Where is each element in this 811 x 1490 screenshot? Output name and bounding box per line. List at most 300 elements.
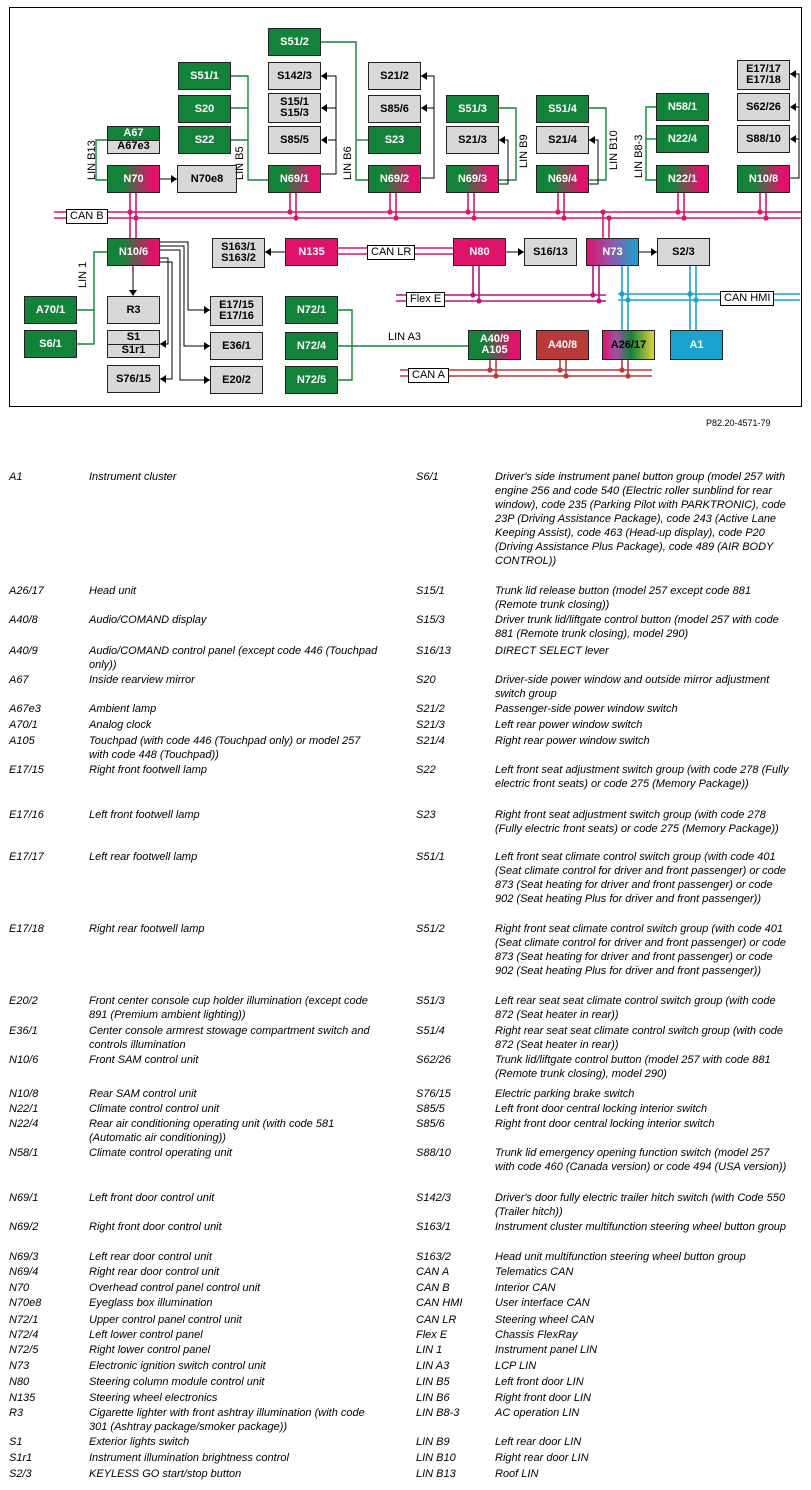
module-label: N58/1 (667, 100, 698, 113)
bus-node (600, 209, 605, 214)
legend-code: LIN B5 (416, 1376, 450, 1388)
bus-node (675, 209, 680, 214)
legend-code: S22 (416, 764, 436, 776)
bus-label-lin-b10: LIN B10 (608, 130, 620, 170)
legend-code: LIN B13 (416, 1468, 456, 1480)
legend-code: Flex E (416, 1329, 448, 1341)
bus-node (287, 209, 292, 214)
legend-code: N72/4 (9, 1329, 39, 1341)
module-label: N69/2 (379, 172, 410, 185)
legend-description: Steering wheel CAN (495, 1314, 595, 1326)
legend-description: User interface CAN (495, 1297, 590, 1309)
legend-description: Ambient lamp (89, 703, 157, 715)
module-label: S51/1 (190, 69, 219, 82)
arrow-head (321, 136, 327, 144)
legend-code: E17/16 (9, 809, 44, 821)
legend-description: Inside rearview mirror (89, 674, 195, 686)
legend-code: N22/4 (9, 1118, 39, 1130)
legend-description: Instrument cluster multifunction steering wheel button group (495, 1221, 787, 1233)
legend-code: S16/13 (416, 645, 451, 657)
arrow-head (499, 136, 505, 144)
module-s15-1 (268, 93, 321, 123)
module-n73 (586, 238, 639, 266)
legend-description: Left front door control unit (89, 1192, 215, 1204)
module-label: N70 (123, 172, 144, 185)
module-n70 (107, 165, 160, 193)
module-s163-1 (212, 238, 265, 268)
module-label: A40/8 (547, 338, 578, 351)
module-label: N72/1 (296, 303, 327, 316)
module-a40-9 (468, 330, 521, 360)
arrow-head (790, 135, 796, 143)
legend-description: Analog clock (89, 719, 152, 731)
legend-description: Roof LIN (495, 1468, 539, 1480)
module-label: S51/2 (280, 35, 309, 48)
module-label: R3 (126, 303, 141, 316)
legend-description: Instrument cluster (89, 471, 177, 483)
legend-description: Climate control control unit (89, 1103, 220, 1115)
legend-code: E36/1 (9, 1025, 38, 1037)
module-label: E17/18 (746, 74, 781, 86)
module-s16-13 (524, 238, 577, 266)
legend-code: LIN A3 (416, 1360, 450, 1372)
module-label: A40/9 (479, 333, 510, 345)
module-s85-5 (268, 126, 321, 154)
legend-code: CAN B (416, 1282, 450, 1294)
wire (421, 76, 434, 178)
module-e36-1 (210, 332, 263, 360)
module-label: S21/3 (458, 133, 487, 146)
module-label: N70e8 (190, 172, 224, 185)
legend-description: Left lower control panel (89, 1329, 203, 1341)
legend-code: S88/10 (416, 1147, 451, 1159)
legend-description: Right front door control unit (89, 1221, 222, 1233)
legend-description: Trunk lid/liftgate control button (model 257 with code 881 (Remote trunk closing), model 290) (495, 1054, 771, 1080)
legend-description: Driver's side instrument panel button group (model 257 with engine 256 and code 540 (Electric roller sunblind for rear window), code 235 (Parking Pilot with PARKTRONIC), code 23P (Driving Assistance Package), code 243 (Active Lane Keeping Assist), code 463 (Head-up display), code P20 (Driving Assistance Plus Package), code 489 (AIR BODY CONTROL)) (495, 471, 786, 567)
module-label: A1 (689, 338, 704, 351)
legend-description: Left front door central locking interior switch (495, 1103, 708, 1115)
module-label: A67 (108, 127, 159, 140)
module-n69-3 (446, 165, 499, 193)
legend-code: S23 (416, 809, 436, 821)
bus-node (687, 291, 692, 296)
legend-description: Right front door central locking interior switch (495, 1118, 715, 1130)
legend-code: LIN 1 (416, 1344, 443, 1356)
legend-code: N69/2 (9, 1221, 39, 1233)
legend-code: N69/4 (9, 1266, 39, 1278)
bus-node (619, 291, 624, 296)
module-label: E36/1 (222, 339, 251, 352)
bus-node (757, 209, 762, 214)
legend-code: A67 (9, 674, 29, 686)
legend-description: Touchpad (with code 446 (Touchpad only) or model 257 with code 448 (Touchpad)) (89, 735, 361, 761)
bus-node (133, 215, 138, 220)
legend-code: A70/1 (9, 719, 38, 731)
module-n72-1 (285, 296, 338, 324)
module-n69-4 (536, 165, 589, 193)
legend-description: Left front seat adjustment switch group (with code 278 (Fully electric front seats) or code 275 (Memory Package)) (495, 764, 789, 790)
module-a70-1 (24, 296, 77, 324)
legend-description: Left rear seat seat climate control switch group (with code 872 (Seat heater in rear)) (495, 995, 776, 1021)
bus-node (293, 215, 298, 220)
module-label: N135 (298, 245, 325, 258)
arrow-head (321, 104, 327, 112)
legend-code: S15/1 (416, 585, 445, 597)
legend-description: Chassis FlexRay (495, 1329, 578, 1341)
bus-tag-can-lr: CAN LR (367, 245, 415, 260)
legend-code: N72/1 (9, 1314, 39, 1326)
arrow-head (160, 340, 166, 348)
legend-description: Electric parking brake switch (495, 1088, 635, 1100)
legend-code: A40/8 (9, 614, 38, 626)
legend-description: Right rear door control unit (89, 1266, 220, 1278)
bus-node (693, 297, 698, 302)
module-n10-8 (737, 165, 790, 193)
wire (160, 258, 168, 344)
module-s21-2 (368, 62, 421, 90)
legend-code: S163/1 (416, 1221, 451, 1233)
wire (589, 140, 598, 184)
module-n135 (285, 238, 338, 266)
module-label: E17/16 (219, 310, 254, 322)
module-label: N22/1 (667, 172, 698, 185)
module-label: S16/13 (533, 245, 568, 258)
arrow-head (421, 72, 427, 80)
legend-description: Instrument panel LIN (495, 1344, 598, 1356)
legend-description: KEYLESS GO start/stop button (89, 1468, 242, 1480)
legend-code: N73 (9, 1360, 30, 1372)
legend-code: S142/3 (416, 1192, 451, 1204)
module-n58-1 (656, 93, 709, 121)
legend-code: N58/1 (9, 1147, 39, 1159)
arrow-head (160, 375, 166, 383)
module-n70e8 (177, 165, 237, 193)
bus-node (606, 215, 611, 220)
bus-node (596, 298, 601, 303)
module-n72-4 (285, 332, 338, 360)
module-s51-2 (268, 28, 321, 56)
bus-node (557, 367, 562, 372)
module-s2-3 (657, 238, 710, 266)
module-s88-10 (737, 125, 790, 153)
legend-code: R3 (9, 1407, 24, 1419)
bus-node (625, 297, 630, 302)
module-label: S51/4 (548, 102, 577, 115)
arrow-head (321, 72, 327, 80)
legend-description: Front center console cup holder illumination (except code 891 (Premium ambient lighting)) (89, 995, 368, 1021)
legend-description: Steering column module control unit (89, 1376, 265, 1388)
module-label: S20 (194, 102, 215, 115)
module-s21-4 (536, 126, 589, 154)
figure-reference: P82.20-4571-79 (706, 418, 771, 428)
bus-node (393, 215, 398, 220)
legend-description: AC operation LIN (495, 1407, 580, 1419)
bus-label-lin-a3: LIN A3 (388, 331, 422, 343)
legend-code: N72/5 (9, 1344, 39, 1356)
module-e20-2 (210, 366, 263, 394)
legend-code: LIN B8-3 (416, 1407, 460, 1419)
legend-description: Left front footwell lamp (89, 809, 200, 821)
legend-description: Right front door LIN (495, 1392, 591, 1404)
module-n22-1 (656, 165, 709, 193)
arrow-head (265, 248, 271, 256)
module-label: S62/26 (746, 100, 781, 113)
module-label: N72/5 (296, 373, 327, 386)
module-label: S142/3 (277, 69, 312, 82)
legend-description: Center console armrest stowage compartment switch and controls illumination (89, 1025, 370, 1051)
legend-description: Left rear power window switch (495, 719, 643, 731)
arrow-head (589, 136, 595, 144)
bus-tag-can-b: CAN B (66, 209, 108, 224)
legend-code: A26/17 (9, 585, 44, 597)
module-n10-6 (107, 238, 160, 266)
legend-description: Cigarette lighter with front ashtray illumination (with code 301 (Ashtray package/smoker package)) (89, 1407, 365, 1433)
legend-description: Steering wheel electronics (89, 1392, 218, 1404)
module-label: E17/15 (219, 299, 254, 311)
legend-code: S1r1 (9, 1452, 33, 1464)
module-r3 (107, 296, 160, 324)
legend-code: N80 (9, 1376, 30, 1388)
module-label: S15/1 (280, 96, 309, 108)
module-a40-8 (536, 330, 589, 360)
module-s51-1 (178, 62, 231, 90)
legend-code: A67e3 (9, 703, 41, 715)
legend-description: Right rear power window switch (495, 735, 650, 747)
module-label: S23 (384, 133, 405, 146)
bus-label-lin-1: LIN 1 (77, 261, 89, 288)
legend-code: N69/3 (9, 1251, 39, 1263)
wire (160, 262, 172, 379)
legend-description: Interior CAN (495, 1282, 556, 1294)
module-label: S2/3 (672, 245, 695, 258)
arrow-head (790, 70, 796, 78)
legend-code: S51/2 (416, 923, 445, 935)
module-label: E20/2 (222, 373, 251, 386)
legend-code: S2/3 (9, 1468, 32, 1480)
module-s51-3 (446, 95, 499, 123)
module-s22 (178, 126, 231, 154)
module-s142-3 (268, 62, 321, 90)
module-label: A105 (481, 344, 508, 356)
wire (499, 140, 508, 184)
legend-description: DIRECT SELECT lever (495, 645, 609, 657)
module-label: S21/4 (548, 133, 577, 146)
legend-description: Climate control operating unit (89, 1147, 233, 1159)
legend-description: Right rear seat seat climate control switch group (with code 872 (Seat heater in rear)) (495, 1025, 783, 1051)
bus-node (487, 367, 492, 372)
module-n80 (453, 238, 506, 266)
module-s20 (178, 95, 231, 123)
module-s1 (107, 330, 160, 358)
bus-node (465, 209, 470, 214)
module-s85-6 (368, 95, 421, 123)
legend-description: Right lower control panel (89, 1344, 211, 1356)
legend-code: CAN A (416, 1266, 450, 1278)
legend-description: Audio/COMAND display (89, 614, 207, 626)
legend-code: S76/15 (416, 1088, 451, 1100)
legend-description: Front SAM control unit (89, 1054, 199, 1066)
legend-description: Telematics CAN (495, 1266, 574, 1278)
module-label: N73 (602, 245, 623, 258)
legend-code: S163/2 (416, 1251, 451, 1263)
module-label: S1 (108, 331, 159, 344)
legend-code: S51/4 (416, 1025, 445, 1037)
module-label: S88/10 (746, 132, 781, 145)
module-label: S163/2 (221, 252, 256, 264)
legend-code: E17/18 (9, 923, 44, 935)
legend-code: N22/1 (9, 1103, 39, 1115)
module-label: A67e3 (108, 140, 159, 154)
legend-description: LCP LIN (495, 1360, 537, 1372)
arrow-head (421, 104, 427, 112)
lin-a3 (338, 310, 352, 380)
wire (321, 76, 336, 174)
bus-node (470, 292, 475, 297)
bus-node (563, 373, 568, 378)
module-s23 (368, 126, 421, 154)
legend-code: A40/9 (9, 645, 38, 657)
module-label: N80 (469, 245, 490, 258)
legend-description: Right rear door LIN (495, 1452, 589, 1464)
legend-code: S20 (416, 674, 436, 686)
module-s51-4 (536, 95, 589, 123)
legend-code: N70e8 (9, 1297, 42, 1309)
legend-code: LIN B9 (416, 1436, 450, 1448)
module-label: S85/6 (380, 102, 409, 115)
legend-code: S51/3 (416, 995, 445, 1007)
legend-code: S21/4 (416, 735, 445, 747)
legend-description: Driver trunk lid/liftgate control button (model 257 with code 881 (Remote trunk closing), model 290) (495, 614, 779, 640)
legend-code: E20/2 (9, 995, 38, 1007)
module-label: N72/4 (296, 339, 327, 352)
bus-node (619, 367, 624, 372)
bus-node (387, 209, 392, 214)
legend-code: A1 (9, 471, 23, 483)
module-label: S51/3 (458, 102, 487, 115)
bus-node (476, 298, 481, 303)
legend-description: Left front door LIN (495, 1376, 584, 1388)
module-label: S6/1 (39, 337, 62, 350)
bus-label-lin-b5: LIN B5 (234, 146, 246, 180)
module-label: N69/3 (457, 172, 488, 185)
legend-code: N10/8 (9, 1088, 39, 1100)
legend-description: Rear air conditioning operating unit (with code 581 (Automatic air conditioning)) (89, 1118, 335, 1144)
network-diagram (9, 7, 802, 407)
bus-tag-can-hmi: CAN HMI (720, 291, 774, 306)
legend-description: Eyeglass box illumination (89, 1297, 213, 1309)
module-a1 (670, 330, 723, 360)
legend-code: N10/6 (9, 1054, 39, 1066)
module-label: S22 (194, 133, 215, 146)
legend-description: Upper control panel control unit (89, 1314, 242, 1326)
module-label: S76/15 (116, 372, 151, 385)
module-label: N22/4 (667, 132, 698, 145)
legend-code: S85/6 (416, 1118, 445, 1130)
legend-description: Overhead control panel control unit (89, 1282, 261, 1294)
bus-node (127, 209, 132, 214)
legend-description: Left rear door LIN (495, 1436, 582, 1448)
module-label: S85/5 (280, 133, 309, 146)
legend-description: Exterior lights switch (89, 1436, 190, 1448)
legend-code: S15/3 (416, 614, 445, 626)
legend-description: Trunk lid release button (model 257 except code 881 (Remote trunk closing)) (495, 585, 752, 611)
arrow-head (790, 103, 796, 111)
legend-description: Left rear footwell lamp (89, 851, 198, 863)
module-label: S15/3 (280, 107, 309, 119)
legend-description: Right rear footwell lamp (89, 923, 205, 935)
legend-code: CAN HMI (416, 1297, 463, 1309)
legend-code: N135 (9, 1392, 36, 1404)
module-n69-1 (268, 165, 321, 193)
legend-code: CAN LR (416, 1314, 457, 1326)
legend-description: Audio/COMAND control panel (except code 446 (Touchpad only)) (89, 645, 378, 671)
bus-label-lin-b13: LIN B13 (86, 140, 98, 180)
legend-code: S21/2 (416, 703, 445, 715)
module-a67 (107, 126, 160, 154)
legend-code: E17/17 (9, 851, 44, 863)
legend-code: S6/1 (416, 471, 439, 483)
module-label: S1r1 (108, 344, 159, 358)
legend-description: Left front seat climate control switch group (with code 401 (Seat climate control for driver and front passenger) or code 873 (Seat heating for driver and front passenger) or code 902 (Seat heating Plus for driver and front passenger)) (495, 851, 787, 905)
module-s62-26 (737, 93, 790, 121)
legend-description: Right front seat adjustment switch group (with code 278 (Fully electric front seats) or code 275 (Memory Package)) (495, 809, 779, 835)
legend-code: N69/1 (9, 1192, 39, 1204)
legend-code: S21/3 (416, 719, 445, 731)
module-e17-15 (210, 296, 263, 326)
legend-description: Left rear door control unit (89, 1251, 212, 1263)
bus-label-lin-b9: LIN B9 (518, 134, 530, 168)
legend-description: Instrument illumination brightness control (89, 1452, 289, 1464)
module-s21-3 (446, 126, 499, 154)
legend-description: Rear SAM control unit (89, 1088, 197, 1100)
legend-code: E17/15 (9, 764, 44, 776)
legend-description: Driver-side power window and outside mirror adjustment switch group (495, 674, 770, 700)
module-label: N10/6 (118, 245, 149, 258)
bus-tag-flex-e: Flex E (406, 292, 445, 307)
wire (790, 74, 799, 178)
legend-code: A105 (9, 735, 35, 747)
module-label: E17/17 (746, 63, 781, 75)
bus-node (471, 215, 476, 220)
module-label: N69/4 (547, 172, 578, 185)
module-a26-17 (602, 330, 655, 360)
module-n69-2 (368, 165, 421, 193)
module-label: S21/2 (380, 69, 409, 82)
bus-node (561, 215, 566, 220)
legend-code: S85/5 (416, 1103, 445, 1115)
bus-node (493, 373, 498, 378)
legend-description: Trunk lid emergency opening function switch (model 257 with code 460 (Canada version) or code 494 (USA version)) (495, 1147, 787, 1173)
module-label: A26/17 (610, 338, 647, 351)
module-s76-15 (107, 365, 160, 393)
module-n22-4 (656, 125, 709, 153)
legend-code: S62/26 (416, 1054, 451, 1066)
module-label: S163/1 (221, 241, 256, 253)
module-e17-17 (737, 60, 790, 90)
legend-description: Right front footwell lamp (89, 764, 207, 776)
bus-node (681, 215, 686, 220)
legend-description: Electronic ignition switch control unit (89, 1360, 266, 1372)
legend-code: S51/1 (416, 851, 445, 863)
legend-description: Right front seat climate control switch group (with code 401 (Seat climate control for driver and front passenger) or code 873 (Seat heating for driver and front passenger) or code 902 (Seat heating Plus for driver and front passenger)) (495, 923, 787, 977)
legend-code: LIN B10 (416, 1452, 456, 1464)
legend-code: LIN B6 (416, 1392, 450, 1404)
bus-label-lin-b6: LIN B6 (342, 146, 354, 180)
legend-description: Head unit (89, 585, 137, 597)
bus-node (590, 292, 595, 297)
module-label: N10/8 (748, 172, 779, 185)
legend-description: Head unit multifunction steering wheel button group (495, 1251, 746, 1263)
